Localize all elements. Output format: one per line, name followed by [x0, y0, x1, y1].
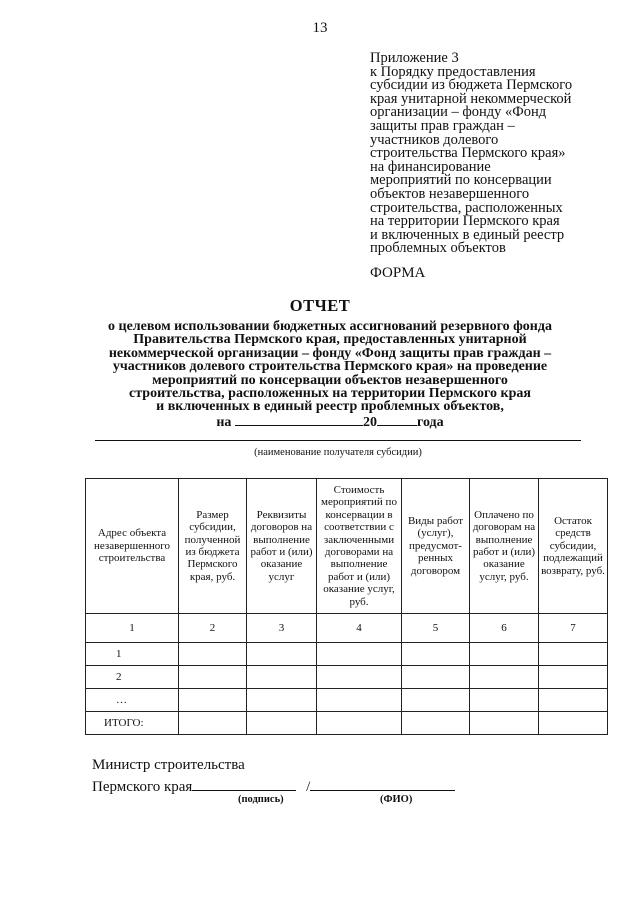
column-number: 4 [317, 614, 402, 643]
subtitle-line: строительства, расположенных на территории Пермского края [129, 386, 531, 402]
table-cell[interactable] [317, 689, 402, 712]
table-header-row [86, 479, 608, 614]
signature-caption: (подпись) [238, 794, 284, 805]
date-day-month-blank[interactable] [235, 414, 363, 426]
name-blank[interactable] [310, 778, 455, 791]
table-cell[interactable] [402, 666, 470, 689]
table-cell[interactable] [539, 712, 608, 735]
signature-prefix: Пермского края [92, 779, 193, 795]
column-number: 5 [402, 614, 470, 643]
header-cell: Оплачено по договорам на выполнение работ и (или) оказание услуг, руб. [470, 479, 539, 614]
appendix-header [370, 52, 630, 256]
table-cell[interactable] [470, 666, 539, 689]
table-cell[interactable] [317, 666, 402, 689]
appendix-line: к Порядку предоставления [370, 63, 536, 80]
date-suffix: года [416, 414, 444, 430]
row-label: 1 [86, 643, 179, 666]
appendix-line: Приложение 3 [370, 50, 459, 66]
table-cell[interactable] [247, 666, 317, 689]
appendix-line: строительства, расположенных [370, 199, 563, 216]
header-cell: Виды работ (услуг), предусмот-ренных договором [402, 479, 470, 614]
table-cell[interactable] [539, 666, 608, 689]
subtitle-line: о целевом использовании бюджетных ассигнований резервного фонда [108, 319, 552, 334]
subtitle-line: и включенных в единый реестр проблемных объектов, [156, 399, 504, 415]
appendix-line: субсидии из бюджета Пермского [370, 77, 573, 94]
table-row [86, 689, 608, 712]
appendix-line: проблемных объектов [370, 240, 506, 257]
date-year-prefix: 20 [362, 414, 377, 430]
appendix-line: объектов незавершенного [370, 185, 530, 202]
appendix-line: организации – фонду «Фонд [370, 104, 547, 121]
subtitle-line: участников долевого строительства Пермского края» на проведение [112, 359, 548, 375]
signature-title: Министр строительства [92, 757, 245, 773]
table-cell[interactable] [179, 712, 247, 735]
page-number: 13 [312, 20, 328, 36]
header-cell: Остаток средств субсидии, подлежащий возврату, руб. [539, 479, 608, 614]
recipient-caption: (наименование получателя субсидии) [254, 447, 422, 458]
table-cell[interactable] [247, 643, 317, 666]
appendix-line: мероприятий по консервации [370, 172, 552, 189]
table-cell[interactable] [539, 689, 608, 712]
table-row [86, 666, 608, 689]
name-caption: (ФИО) [380, 794, 413, 805]
table-cell[interactable] [179, 666, 247, 689]
form-label: ФОРМА [370, 265, 426, 281]
table-cell[interactable] [179, 643, 247, 666]
report-subtitle [40, 320, 620, 429]
subtitle-line: мероприятий по консервации объектов незавершенного [152, 372, 508, 388]
table-cell[interactable] [247, 689, 317, 712]
table-cell[interactable] [470, 689, 539, 712]
column-number: 3 [247, 614, 317, 643]
appendix-line: защиты прав граждан – [370, 117, 515, 134]
appendix-line: и включенных в единый реестр [370, 226, 565, 243]
appendix-line: на территории Пермского края [370, 213, 560, 230]
row-label: 2 [86, 666, 179, 689]
row-label: … [86, 689, 179, 712]
appendix-line: строительства Пермского края» [370, 145, 566, 162]
table-cell[interactable] [179, 689, 247, 712]
signature-blank[interactable] [192, 778, 296, 791]
date-year-blank[interactable] [377, 414, 417, 426]
report-date-line [40, 414, 620, 429]
table-total-row [86, 712, 608, 735]
signature-separator: / [306, 779, 311, 795]
column-number: 7 [539, 614, 608, 643]
row-label-total: ИТОГО: [86, 712, 179, 735]
appendix-line: участников долевого [370, 131, 499, 148]
table-cell[interactable] [470, 712, 539, 735]
table-cell[interactable] [402, 643, 470, 666]
table-cell[interactable] [317, 643, 402, 666]
table-cell[interactable] [317, 712, 402, 735]
table-cell[interactable] [402, 712, 470, 735]
column-number: 2 [179, 614, 247, 643]
header-cell: Адрес объекта незавершенного строительства [86, 479, 179, 614]
date-prefix: на [216, 414, 232, 430]
report-table [85, 478, 608, 735]
header-cell: Размер субсидии, полученной из бюджета Пермского края, руб. [179, 479, 247, 614]
recipient-name-line[interactable] [95, 440, 581, 441]
report-title: ОТЧЕТ [289, 296, 351, 315]
header-cell: Стоимость мероприятий по консервации в соответствии с заключенными договорами на выполнение работ и (или) оказание услуг, руб. [317, 479, 402, 614]
appendix-line: края унитарной некоммерческой [370, 90, 572, 107]
table-row [86, 643, 608, 666]
column-number: 6 [470, 614, 539, 643]
appendix-line: на финансирование [370, 158, 491, 175]
column-number: 1 [86, 614, 179, 643]
table-cell[interactable] [402, 689, 470, 712]
table-cell[interactable] [247, 712, 317, 735]
table-cell[interactable] [539, 643, 608, 666]
header-cell: Реквизиты договоров на выполнение работ и (или) оказание услуг [247, 479, 317, 614]
table-cell[interactable] [470, 643, 539, 666]
subtitle-line: некоммерческой организации – фонду «Фонд защиты прав граждан – [108, 345, 552, 361]
column-number-row [86, 614, 608, 643]
subtitle-line: Правительства Пермского края, предоставленных унитарной [133, 332, 527, 348]
